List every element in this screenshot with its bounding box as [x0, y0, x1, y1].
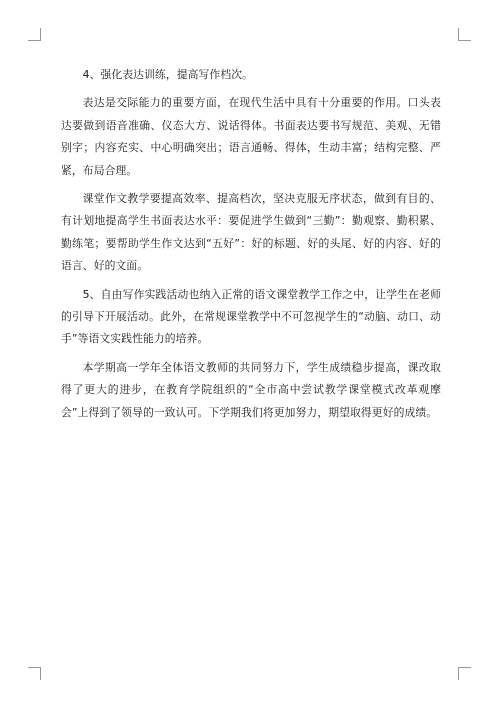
page-corner-mark-bottom-right: [458, 667, 471, 680]
document-body: [61, 64, 441, 430]
page-corner-mark-bottom-left: [28, 667, 41, 680]
paragraph-composition-teaching: 课堂作文教学要提高效率、提高档次，坚决克服无序状态，做到有目的、有计划地提高学生书面表达水平：要促进学生做到“三勤”：勤观察、勤积累、勤练笔；要帮助学生作文达到“五好”：好的标题、好的头尾、好的内容、好的语言、好的文面。: [61, 192, 441, 273]
paragraph-semester-summary: 本学期高一学年全体语文教师的共同努力下，学生成绩稳步提高，课改取得了更大的进步，在教育学院组织的“全市高中尝试教学课堂模式改革观摩会”上得到了领导的一致认可。下学期我们将更加努力，期望取得更好的成绩。: [61, 360, 441, 419]
page-corner-mark-top-right: [458, 28, 471, 41]
page-corner-mark-top-left: [28, 28, 41, 41]
paragraph-heading-4: 4、强化表达训练，提高写作档次。: [82, 68, 254, 81]
paragraph-heading-5-writing-practice: 5、自由写作实践活动也纳入正常的语文课堂教学工作之中，让学生在老师的引导下开展活动。此外，在常规课堂教学中不可忽视学生的“动脑、动口、动手”等语文实践性能力的培养。: [61, 287, 441, 346]
paragraph-expression-importance: 表达是交际能力的重要方面，在现代生活中具有十分重要的作用。口头表达要做到语音准确、仪态大方、说话得体。书面表达要书写规范、美观、无错别字；内容充实、中心明确突出；语言通畅、得体，生动丰富；结构完整、严紧，布局合理。: [61, 96, 441, 177]
